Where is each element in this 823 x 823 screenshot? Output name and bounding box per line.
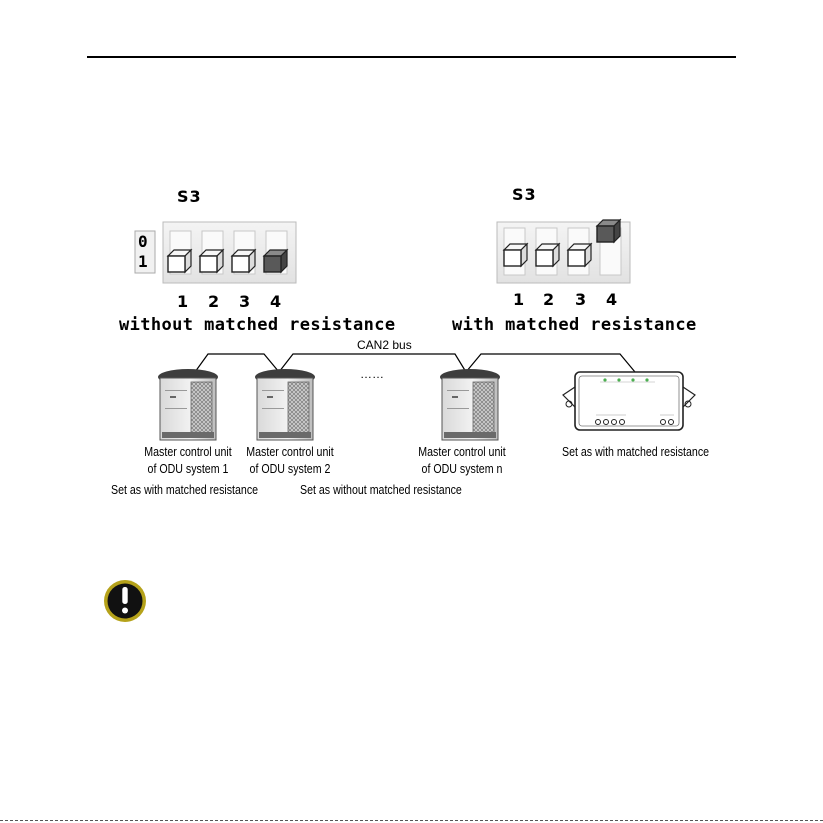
odu-2-caption-line1: Master control unit <box>246 445 334 459</box>
state-zero-label: 0 <box>138 232 148 251</box>
left-switch-number-2: 2 <box>208 292 220 311</box>
gateway-box <box>563 372 695 430</box>
right-switch-number-4: 4 <box>606 290 618 309</box>
odu-1-caption <box>137 444 239 478</box>
left-switch-number-4: 4 <box>270 292 282 311</box>
odu-2-caption <box>239 444 341 478</box>
odu-unit-n <box>440 369 500 440</box>
right-switch-number-3: 3 <box>575 290 587 309</box>
left-knob-1 <box>168 250 191 272</box>
right-knob-1 <box>504 244 527 266</box>
right-switch-number-2: 2 <box>543 290 555 309</box>
left-knob-4 <box>264 250 287 272</box>
right-knob-3 <box>568 244 591 266</box>
left-knob-3 <box>232 250 255 272</box>
ellipsis-more-units: …… <box>360 367 384 381</box>
right-switch-caption: with matched resistance <box>452 315 697 335</box>
odu-n-caption <box>411 444 513 478</box>
can2-bus-label: CAN2 bus <box>357 338 412 352</box>
left-knob-2 <box>200 250 223 272</box>
note-with-resistance: Set as with matched resistance <box>111 483 259 497</box>
right-knob-4 <box>597 220 620 242</box>
odu-1-caption-line2: of ODU system 1 <box>147 462 229 476</box>
left-switch-number-1: 1 <box>177 292 189 311</box>
left-switch-number-3: 3 <box>239 292 251 311</box>
gateway-caption: Set as with matched resistance <box>562 445 710 459</box>
odu-1-caption-line1: Master control unit <box>144 445 232 459</box>
left-dip-switch <box>163 222 296 283</box>
right-switch-label: S3 <box>512 185 537 204</box>
exclamation-warning-icon <box>104 580 146 622</box>
state-one-label: 1 <box>138 252 148 271</box>
right-dip-switch <box>497 220 630 283</box>
right-knob-2 <box>536 244 559 266</box>
left-switch-label: S3 <box>177 187 202 206</box>
footer-rule <box>0 820 823 821</box>
note-without-resistance: Set as without matched resistance <box>300 483 462 497</box>
can2-bus-wiring <box>195 354 635 372</box>
odu-unit-2 <box>255 369 315 440</box>
odu-2-caption-line2: of ODU system 2 <box>249 462 331 476</box>
odu-n-caption-line2: of ODU system n <box>421 462 503 476</box>
right-switch-number-1: 1 <box>513 290 525 309</box>
odu-unit-1 <box>158 369 218 440</box>
odu-n-caption-line1: Master control unit <box>418 445 506 459</box>
left-switch-caption: without matched resistance <box>119 315 396 335</box>
